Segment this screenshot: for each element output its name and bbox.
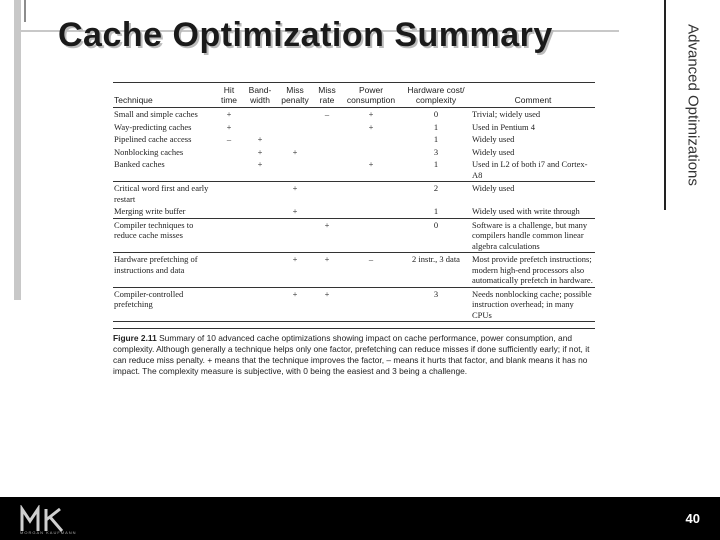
table-cell bbox=[341, 133, 401, 146]
table-cell bbox=[215, 182, 243, 206]
table-cell bbox=[215, 146, 243, 159]
table-row bbox=[113, 253, 595, 288]
table-cell: – bbox=[324, 109, 330, 119]
table-cell: + bbox=[257, 146, 263, 157]
table-cell: + bbox=[368, 109, 374, 119]
figure bbox=[113, 82, 595, 377]
table-cell: – bbox=[341, 253, 401, 288]
caption-text: Summary of 10 advanced cache optimizations showing impact on cache performance, power consumption, and complexity. Although generally a technique helps only one factor, prefetching can reduce misses if done sufficiently early; if not, it can reduce miss penalty. + means that the technique improves the factor, – means it hurts that factor, and blank means it has no impact. The complexity measure is subjective, with 0 being the easiest and 3 being a challenge. bbox=[113, 333, 590, 376]
table-cell: Banked caches bbox=[113, 158, 215, 182]
table-cell: Small and simple caches bbox=[114, 109, 198, 119]
table-cell: Most provide prefetch instructions; modern high-end processors also automatically prefetch in hardware. bbox=[471, 253, 595, 288]
col-header: Comment bbox=[471, 83, 595, 108]
table-cell: Widely used bbox=[472, 134, 515, 144]
table-cell bbox=[243, 205, 277, 218]
col-header: Technique bbox=[113, 83, 215, 108]
table-cell bbox=[243, 121, 277, 134]
table-cell bbox=[215, 158, 243, 182]
figure-caption bbox=[113, 328, 595, 377]
table-cell: Software is a challenge, but many compilers handle common linear algebra calculations bbox=[471, 218, 595, 253]
caption-label: Figure 2.11 bbox=[113, 333, 157, 343]
table-cell bbox=[277, 218, 313, 253]
section-divider bbox=[664, 0, 666, 210]
table-cell: + bbox=[292, 146, 298, 157]
table-cell: Widely used bbox=[472, 183, 515, 193]
table-cell: + bbox=[277, 253, 313, 288]
table-cell bbox=[277, 108, 313, 121]
table-cell: + bbox=[277, 205, 313, 218]
table-cell bbox=[215, 287, 243, 322]
table-row bbox=[113, 146, 595, 159]
table-cell: Used in L2 of both i7 and Cortex-A8 bbox=[471, 158, 595, 182]
slide-title: Cache Optimization Summary bbox=[58, 16, 553, 54]
table-cell: + bbox=[313, 253, 341, 288]
table-row bbox=[113, 158, 595, 182]
col-header: Hardware cost/ complexity bbox=[401, 83, 471, 108]
table-cell: Merging write buffer bbox=[113, 205, 215, 218]
table-cell bbox=[243, 287, 277, 322]
table-cell: + bbox=[368, 121, 374, 132]
table-cell: Critical word first and early restart bbox=[114, 183, 209, 204]
table-row bbox=[113, 287, 595, 322]
table-cell: Widely used with write through bbox=[471, 205, 595, 218]
table-header-row bbox=[113, 83, 595, 108]
page-number: 40 bbox=[685, 511, 700, 526]
table-cell bbox=[243, 182, 277, 206]
table-cell bbox=[277, 133, 313, 146]
table-cell bbox=[243, 253, 277, 288]
col-header: Miss penalty bbox=[277, 83, 313, 108]
table-row bbox=[113, 133, 595, 146]
table-cell: Needs nonblocking cache; possible instruction overhead; in many CPUs bbox=[471, 287, 595, 322]
table-cell: 0 bbox=[401, 218, 471, 253]
table-cell: + bbox=[292, 183, 298, 193]
table-cell: 1 bbox=[433, 121, 439, 132]
col-header: Band-width bbox=[243, 83, 277, 108]
table-cell bbox=[313, 158, 341, 182]
table-row bbox=[113, 182, 595, 206]
table-cell bbox=[215, 253, 243, 288]
col-header: Hit time bbox=[215, 83, 243, 108]
table-cell bbox=[341, 146, 401, 159]
table-cell: + bbox=[341, 158, 401, 182]
table-cell bbox=[341, 287, 401, 322]
table-cell bbox=[313, 146, 341, 159]
table-cell bbox=[313, 205, 341, 218]
table-cell: + bbox=[257, 134, 263, 144]
table-cell: + bbox=[277, 287, 313, 322]
table-cell: 3 bbox=[401, 287, 471, 322]
left-decor-bar bbox=[14, 0, 21, 300]
table-cell: + bbox=[313, 287, 341, 322]
section-label-text: Advanced Optimizations bbox=[684, 24, 702, 186]
table-cell: + bbox=[313, 218, 341, 253]
table-cell: Used in Pentium 4 bbox=[472, 121, 536, 132]
table-cell: Trivial; widely used bbox=[472, 109, 541, 119]
table-cell: Hardware prefetching of instructions and data bbox=[113, 253, 215, 288]
table-cell: 2 bbox=[433, 183, 439, 193]
table-cell bbox=[243, 218, 277, 253]
table-cell: 0 bbox=[433, 109, 439, 119]
table-cell: Pipelined cache access bbox=[114, 134, 192, 144]
table-cell bbox=[341, 205, 401, 218]
table-cell: + bbox=[226, 109, 232, 119]
table-cell bbox=[277, 121, 313, 134]
table-cell: Compiler-controlled prefetching bbox=[113, 287, 215, 322]
table-cell: Compiler techniques to reduce cache misses bbox=[113, 218, 215, 253]
table-cell bbox=[243, 108, 277, 121]
table-cell: 1 bbox=[401, 205, 471, 218]
left-decor-line bbox=[24, 0, 26, 22]
table-body bbox=[113, 108, 595, 322]
table-row bbox=[113, 108, 595, 121]
table-cell bbox=[313, 121, 341, 134]
table-cell: + bbox=[226, 121, 232, 132]
col-header: Power consumption bbox=[341, 83, 401, 108]
table-cell: Nonblocking caches bbox=[114, 146, 184, 157]
table-cell bbox=[313, 133, 341, 146]
table-cell: Way-predicting caches bbox=[114, 121, 192, 132]
table-row bbox=[113, 121, 595, 134]
table-cell bbox=[277, 158, 313, 182]
table-cell: 2 instr., 3 data bbox=[401, 253, 471, 288]
table-row bbox=[113, 205, 595, 218]
table-row bbox=[113, 218, 595, 253]
table-cell: 3 bbox=[433, 146, 439, 157]
section-label bbox=[638, 0, 720, 500]
table-cell bbox=[341, 182, 401, 206]
publisher-text: MORGAN KAUFMANN bbox=[20, 530, 77, 535]
table-cell: + bbox=[243, 158, 277, 182]
footer-bar bbox=[0, 497, 720, 540]
table-cell: 1 bbox=[401, 158, 471, 182]
table-cell bbox=[313, 182, 341, 206]
table-cell: 1 bbox=[433, 134, 439, 144]
table-cell: Widely used bbox=[472, 146, 515, 157]
col-header: Miss rate bbox=[313, 83, 341, 108]
table-cell: – bbox=[226, 134, 232, 144]
table-cell bbox=[341, 218, 401, 253]
table-cell bbox=[215, 205, 243, 218]
summary-table bbox=[113, 82, 595, 322]
table-cell bbox=[215, 218, 243, 253]
